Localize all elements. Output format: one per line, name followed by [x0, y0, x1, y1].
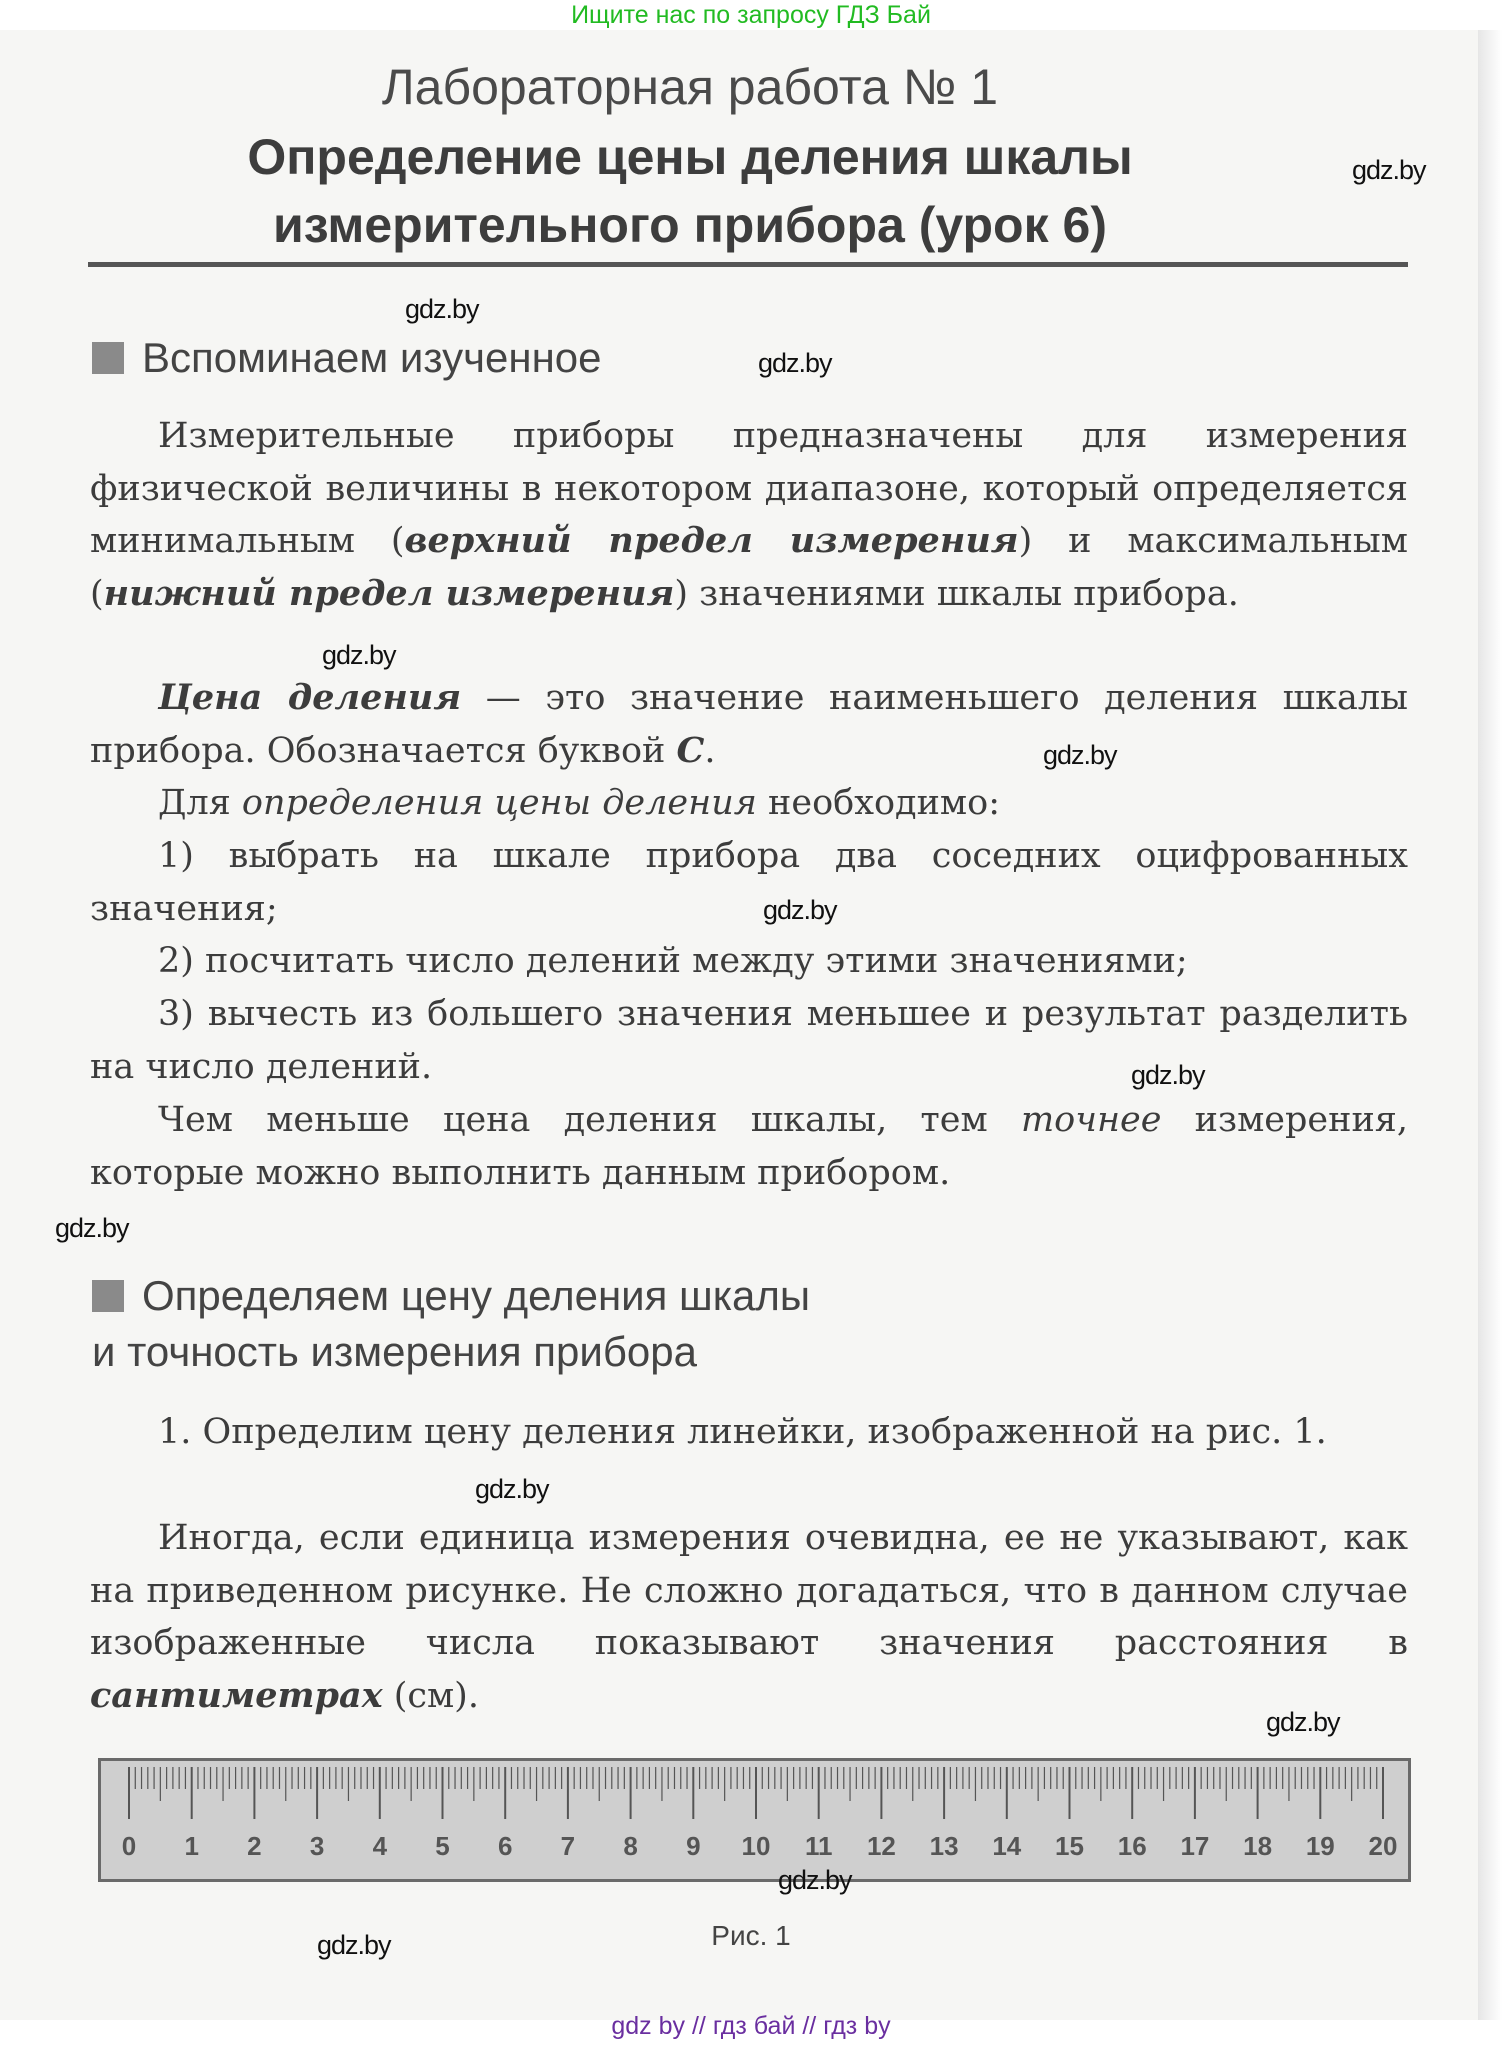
svg-text:0: 0: [121, 1831, 137, 1861]
step-1: 1) выбрать на шкале прибора два соседних оцифрованных значения;: [90, 836, 1408, 929]
section-square-icon: [92, 342, 124, 374]
svg-text:11: 11: [804, 1831, 833, 1861]
section-heading-text: Вспоминаем изученное: [142, 334, 602, 381]
svg-text:6: 6: [497, 1831, 513, 1861]
svg-text:18: 18: [1243, 1831, 1273, 1861]
svg-text:15: 15: [1055, 1831, 1084, 1861]
section-heading-determine: Определяем цену деления шкалы и точность измерения прибора: [92, 1272, 811, 1375]
watermark: gdz.by: [763, 895, 837, 925]
ruler-scale: [101, 1761, 1408, 1879]
watermark: gdz.by: [1352, 155, 1426, 185]
ruler-figure: [98, 1758, 1411, 1882]
svg-text:19: 19: [1305, 1831, 1335, 1861]
watermark: gdz.by: [1043, 740, 1117, 770]
watermark: gdz.by: [55, 1213, 129, 1243]
watermark: gdz.by: [322, 640, 396, 670]
lab-subtitle-line2: измерительного прибора (урок 6): [273, 197, 1107, 253]
section-heading-recall: [92, 330, 602, 386]
svg-text:14: 14: [992, 1831, 1022, 1861]
step-2: 2) посчитать число делений между этими значениями;: [158, 941, 1188, 981]
section-square-icon: [92, 1280, 124, 1312]
paragraph-units: Иногда, если единица измерения очевидна, ее не указывают, как на приведенном рисунке. Не сложно догадаться, что в данном случае изображенные числа показывают значения расстояния в сантиметрах (см).: [90, 1518, 1408, 1716]
watermark: gdz.by: [317, 1930, 391, 1960]
lab-subtitle-line1: Определение цены деления шкалы: [247, 129, 1133, 185]
svg-text:2: 2: [247, 1831, 262, 1861]
svg-text:20: 20: [1368, 1831, 1398, 1861]
term-lower-limit: нижний предел измерения: [103, 572, 675, 614]
svg-text:7: 7: [560, 1831, 576, 1861]
page-edge: [1478, 30, 1502, 2020]
term-upper-limit: верхний предел измерения: [404, 520, 1019, 561]
footer-links[interactable]: gdz by // гдз бай // гдз by: [611, 2012, 891, 2040]
paragraph-how-to: Для определения цены деления необходимо:: [158, 783, 1001, 823]
step-3: 3) вычесть из большего значения меньшее и результат разделить на число делений.: [90, 994, 1408, 1087]
watermark: gdz.by: [758, 348, 832, 378]
svg-text:5: 5: [435, 1831, 450, 1861]
task-1: 1. Определим цену деления линейки, изображенной на рис. 1.: [158, 1412, 1327, 1452]
watermark: gdz.by: [405, 294, 479, 324]
svg-text:4: 4: [372, 1831, 388, 1861]
top-banner[interactable]: Ищите нас по запросу ГДЗ Бай: [571, 1, 931, 29]
paragraph-division-value: Цена деления — это значение наименьшего деления шкалы прибора. Обозначается буквой С.: [90, 677, 1408, 771]
term-division-value: Цена деления: [158, 677, 462, 718]
figure-caption: Рис. 1: [711, 1920, 791, 1951]
watermark: gdz.by: [1131, 1060, 1205, 1090]
watermark: gdz.by: [1266, 1707, 1340, 1737]
svg-text:12: 12: [866, 1831, 896, 1861]
paragraph-instruments: Измерительные приборы предназначены для измерения физической величины в некотором диапазоне, который определяется минимальным (верхний предел измерения) и максимальным (нижний предел измерения) значениями шкалы прибора.: [90, 416, 1409, 614]
term-centimeters: сантиметрах: [90, 1674, 383, 1716]
svg-text:8: 8: [623, 1831, 638, 1861]
svg-text:17: 17: [1180, 1831, 1210, 1861]
title-divider: [88, 262, 1408, 267]
svg-text:3: 3: [309, 1831, 325, 1861]
svg-text:1: 1: [184, 1831, 199, 1861]
svg-text:10: 10: [741, 1831, 771, 1861]
paragraph-precision: Чем меньше цена деления шкалы, тем точнее измерения, которые можно выполнить данным прибором.: [90, 1100, 1408, 1193]
svg-text:16: 16: [1117, 1831, 1147, 1861]
watermark: gdz.by: [475, 1474, 549, 1504]
svg-text:9: 9: [686, 1831, 701, 1861]
watermark: gdz.by: [778, 1865, 852, 1895]
svg-text:13: 13: [929, 1831, 959, 1861]
lab-title: Лабораторная работа № 1: [381, 59, 999, 115]
